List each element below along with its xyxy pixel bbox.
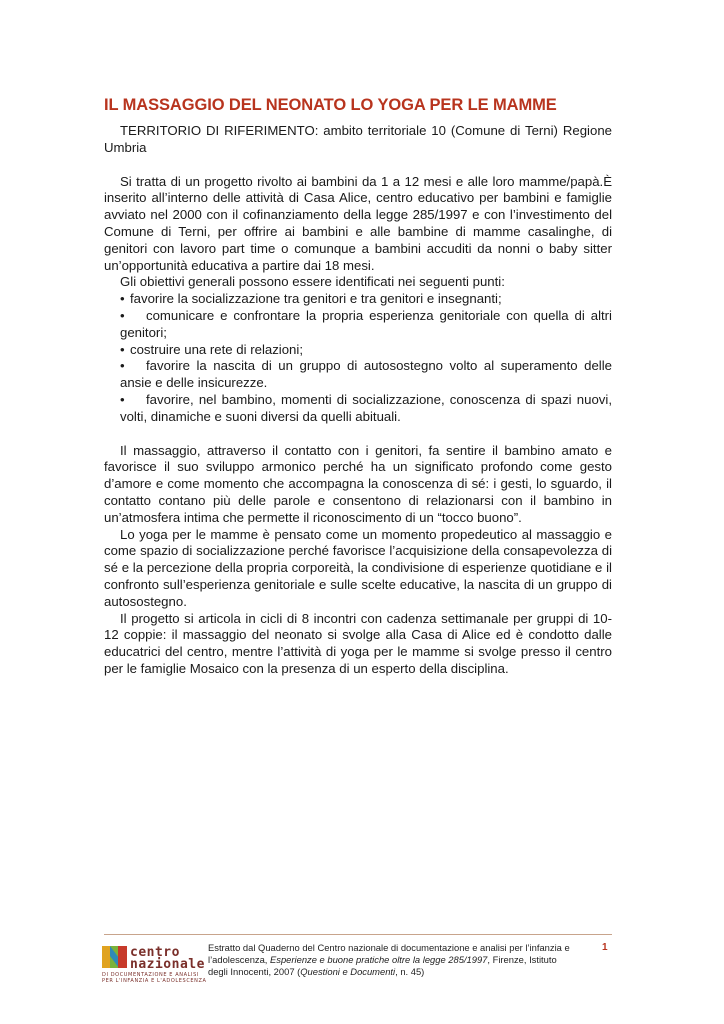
paragraph-project: Il progetto si articola in cicli di 8 incontri con cadenza settimanale per gruppi di 10-12 coppie: il massaggio del neonato si svolge alla Casa di Alice ed è condotto dalle educatrici del centro, mentre l’attività di yoga per le mamme si svolge presso il centro per le famiglie Mosaico con la presenza di un esperto della disciplina. bbox=[104, 610, 612, 676]
bullet-icon: • bbox=[120, 291, 125, 307]
spacer bbox=[104, 157, 612, 174]
footer-text-2: , Firenze, Istituto degli Innocenti, 2007 ( bbox=[208, 954, 557, 978]
bullet-icon: • bbox=[120, 307, 125, 323]
footer-text-1: Estratto dal Quaderno del Centro nazionale di documentazione e analisi per l’infanzia e l’adolescenza, bbox=[208, 942, 570, 966]
footer-italic-1: Esperienze e buone pratiche oltre la legge 285/1997 bbox=[270, 954, 488, 966]
footer-citation bbox=[208, 942, 578, 979]
page-number: 1 bbox=[602, 942, 608, 953]
territory-line: TERRITORIO DI RIFERIMENTO: ambito territoriale 10 (Comune di Terni) Regione Umbria bbox=[104, 123, 612, 155]
objective-item bbox=[104, 342, 612, 359]
bullet-icon: • bbox=[120, 341, 125, 357]
objective-item bbox=[104, 291, 612, 308]
objective-item bbox=[104, 358, 612, 392]
spacer bbox=[104, 426, 612, 443]
paragraph-massage: Il massaggio, attraverso il contatto con i genitori, fa sentire il bambino amato e favorisce il suo sviluppo armonico perché ha un significato profondo come gesto d’amore e come momento che accompagna la conoscenza di sé: i gesti, lo sguardo, il contatto contano più delle parole e consentono di relazionarsi con il bambino in un’atmosfera intima che permette il riconoscimento di un “tocco buono”. bbox=[104, 442, 612, 525]
logo-subtitle-1: DI DOCUMENTAZIONE E ANALISI bbox=[102, 972, 199, 978]
document-body bbox=[104, 96, 612, 678]
objective-text: costruire una rete di relazioni; bbox=[130, 341, 303, 357]
footer-text-3: , n. 45) bbox=[395, 966, 425, 978]
objective-text: favorire la nascita di un gruppo di autosostegno volto al superamento delle ansie e delle insicurezze. bbox=[120, 358, 612, 391]
bullet-icon: • bbox=[120, 358, 125, 374]
objective-text: comunicare e confrontare la propria esperienza genitoriale con quella di altri genitori; bbox=[120, 307, 612, 340]
paragraph-yoga: Lo yoga per le mamme è pensato come un momento propedeutico al massaggio e come spazio di socializzazione perché favorisce l’acquisizione della consapevolezza di sé e la percezione della propria corporeità, la condivisione di esperienze quotidiane e il confronto sull’esperienza genitoriale e sulle scelte educative, la nascita di un gruppo di autosostegno. bbox=[104, 526, 612, 609]
objective-item bbox=[104, 392, 612, 426]
paragraph-intro: Si tratta di un progetto rivolto ai bambini da 1 a 12 mesi e alle loro mamme/papà.È inserito all’interno delle attività di Casa Alice, centro educativo per bambini e famiglie avviato nel 2000 con il cofinanziamento della legge 285/1997 e con l’investimento del Comune di Terni, per offrire ai bambini e alle bambine di mamme casalinghe, di genitori con lavoro part time o comunque a bambini accuditi da nonni o baby sitter un’opportunità educativa a partire dai 18 mesi. bbox=[104, 173, 612, 273]
bullet-icon: • bbox=[120, 391, 125, 407]
objective-item bbox=[104, 308, 612, 342]
footer-italic-2: Questioni e Documenti bbox=[300, 966, 396, 978]
page-title: IL MASSAGGIO DEL NEONATO LO YOGA PER LE MAMME bbox=[104, 96, 557, 114]
objective-text: favorire la socializzazione tra genitori e tra genitori e insegnanti; bbox=[130, 291, 502, 307]
footer-divider bbox=[104, 934, 612, 935]
objective-text: favorire, nel bambino, momenti di socializzazione, conoscenza di spazi nuovi, volti, dinamiche e suoni diversi da quelli abituali. bbox=[120, 391, 612, 424]
objectives-intro: Gli obiettivi generali possono essere identificati nei seguenti punti: bbox=[120, 274, 505, 290]
centro-nazionale-logo bbox=[102, 944, 207, 984]
logo-line1: centro bbox=[130, 945, 180, 960]
logo-line2: nazionale bbox=[130, 957, 205, 972]
logo-subtitle-2: PER L'INFANZIA E L'ADOLESCENZA bbox=[102, 978, 207, 984]
logo-mark-icon bbox=[102, 944, 130, 970]
